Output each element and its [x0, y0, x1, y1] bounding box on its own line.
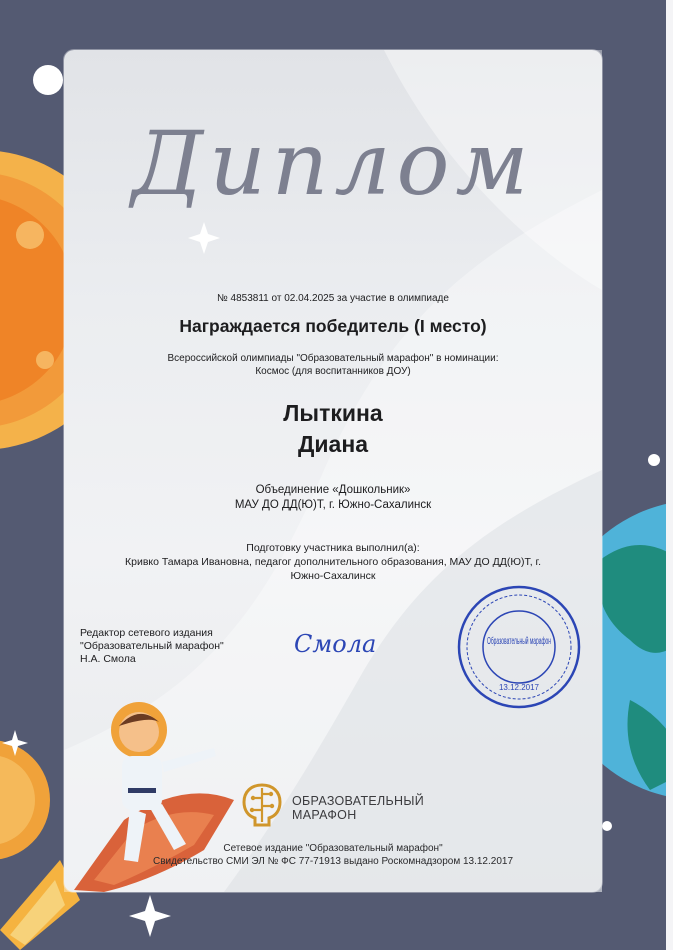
moon-dot: [33, 65, 63, 95]
footer-publisher-info: Сетевое издание "Образовательный марафон" Свидетельство СМИ ЭЛ № ФС 77-71913 выдано Роскомнадзором 13.12.2017: [152, 843, 514, 867]
teacher-info: Подготовку участника выполнил(а): Кривко Тамара Ивановна, педагог дополнительного образования, МАУ ДО ДД(Ю)Т, г. Южно-Сахалинск: [125, 542, 541, 582]
editor-signature: Смола: [294, 630, 377, 658]
star-icon: [129, 895, 171, 937]
stamp-date: 13.12.2017: [498, 683, 540, 692]
stamp-center-text: Образовательный марафон: [487, 636, 617, 647]
award-heading: Награждается победитель (I место): [179, 316, 487, 336]
olympiad-description: Всероссийской олимпиады "Образовательный марафон" в номинации: Космос (для воспитанников ДОУ): [167, 353, 499, 377]
diploma-number-line: № 4853811 от 02.04.2025 за участие в олимпиаде: [217, 293, 449, 304]
diploma-card: [64, 50, 617, 892]
official-stamp: [454, 582, 617, 712]
winner-name: Лыткина Диана: [283, 400, 383, 457]
planet-illustration: [0, 740, 50, 860]
logo-text: ОБРАЗОВАТЕЛЬНЫЙ МАРАФОН: [292, 794, 424, 822]
diploma-title: Диплом: [131, 112, 535, 215]
star-icon: [188, 222, 220, 254]
editor-block: Редактор сетевого издания "Образовательный марафон" Н.А. Смола: [80, 627, 224, 665]
organization: Объединение «Дошкольник» МАУ ДО ДД(Ю)Т, г. Южно-Сахалинск: [234, 484, 432, 511]
brain-logo-icon: [237, 780, 287, 830]
